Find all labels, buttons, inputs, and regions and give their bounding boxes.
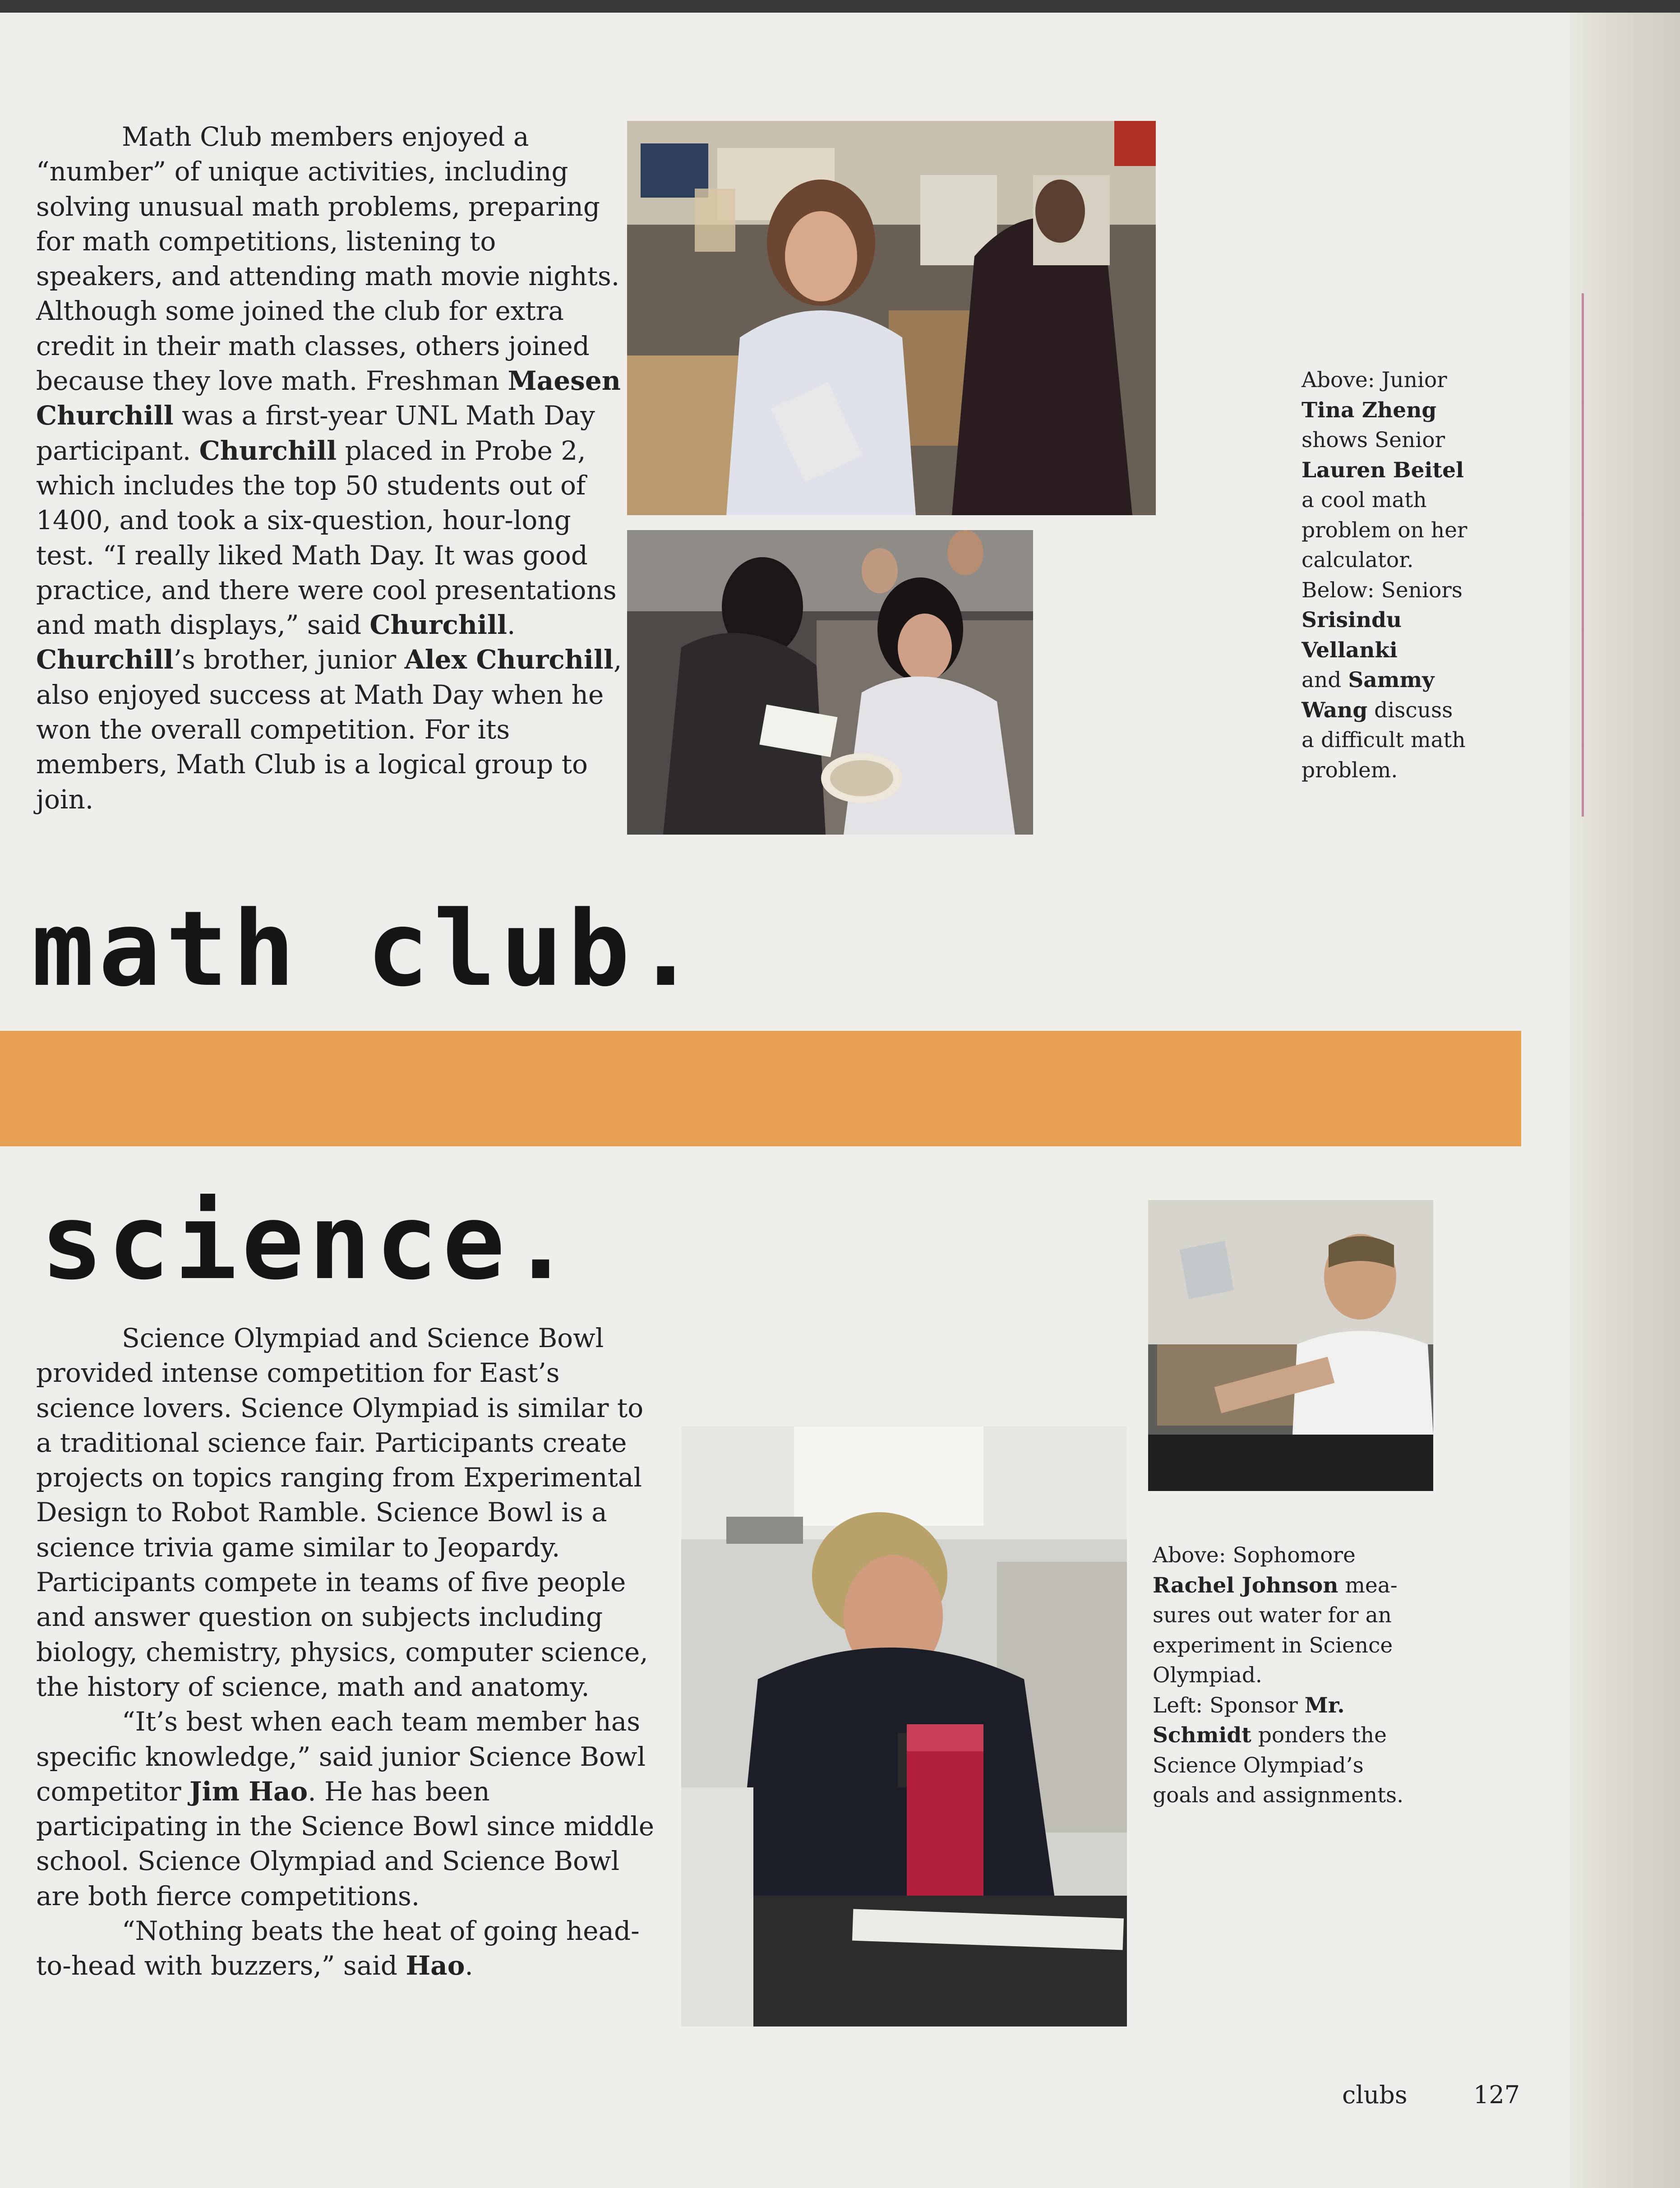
text-run: problem on her <box>1302 517 1468 543</box>
text-run: Above: Sophomore <box>1153 1543 1356 1568</box>
math-photo-calculator <box>627 121 1156 515</box>
math-club-heading: math club. <box>32 889 702 1010</box>
text-run: and <box>1302 668 1348 692</box>
text-run: goals and assignments. <box>1153 1783 1404 1808</box>
bold-name: Tina Zheng <box>1302 397 1437 423</box>
caption-line <box>1302 545 1509 576</box>
bold-name: Hao <box>406 1950 465 1981</box>
page-number: 127 <box>1473 2081 1520 2109</box>
bold-name: Alex Churchill <box>404 644 614 675</box>
text-run: was a first-year UNL Math Day participant. <box>36 400 595 466</box>
bold-name: Vellanki <box>1302 637 1398 663</box>
caption-line <box>1302 665 1509 696</box>
caption-line <box>1302 725 1509 756</box>
math-photo-discussion <box>627 530 1033 835</box>
section-divider-bar <box>0 1031 1521 1146</box>
science-story <box>36 1321 659 1984</box>
text-run: mea- <box>1338 1573 1398 1598</box>
caption-line <box>1153 1751 1450 1781</box>
caption-line <box>1153 1781 1450 1811</box>
text-run: Math Club members enjoyed a “number” of unique activities, including solving unusual math problems, preparing for math competitions, listening to speakers, and attending math movie nights. Although some joined the club for extra credit in their math classes, others joined because they love math. Freshman <box>36 121 620 397</box>
bold-name: Srisindu <box>1302 608 1402 632</box>
science-photo-beaker <box>1148 1200 1433 1491</box>
caption-line <box>1302 636 1509 666</box>
text-run: experiment in Science <box>1153 1633 1393 1658</box>
spine-accent-line <box>1582 293 1584 817</box>
text-run: problem. <box>1302 757 1398 783</box>
text-run: sures out water for an <box>1153 1603 1392 1628</box>
caption-line <box>1153 1721 1450 1751</box>
text-run: . <box>507 609 516 641</box>
bold-name: Churchill <box>369 609 508 641</box>
caption-line <box>1153 1631 1450 1661</box>
caption-line <box>1302 365 1509 396</box>
footer-section-label: clubs <box>1342 2081 1408 2109</box>
paragraph <box>36 1321 659 1704</box>
paragraph <box>36 1914 659 1984</box>
caption-line <box>1302 425 1509 456</box>
text-run: “It’s best when each team member has specific knowledge,” said junior Science Bowl competitor <box>36 1706 646 1807</box>
math-photo-caption <box>1302 365 1509 785</box>
bold-name: Churchill <box>36 644 174 675</box>
caption-line <box>1302 396 1509 426</box>
caption-line <box>1153 1661 1450 1691</box>
paragraph <box>36 1704 659 1914</box>
bold-name: Jim Hao <box>189 1776 308 1807</box>
text-run: Above: Junior <box>1302 368 1447 392</box>
caption-line <box>1302 576 1509 606</box>
text-run: Science Olympiad’s <box>1153 1753 1364 1778</box>
bold-name: Churchill <box>199 435 337 466</box>
caption-line <box>1153 1691 1450 1721</box>
caption-line <box>1153 1541 1450 1571</box>
science-photo-teacher <box>681 1426 1127 2026</box>
science-paragraphs <box>36 1321 659 1984</box>
text-run: shows Senior <box>1302 428 1445 452</box>
bold-name: Sammy <box>1348 668 1435 692</box>
caption-line <box>1302 485 1509 516</box>
caption-line <box>1153 1571 1450 1601</box>
page-spine-edge <box>1570 13 1680 2188</box>
text-run: ponders the <box>1251 1723 1387 1748</box>
text-run: . He has been participating in the Science Bowl since middle school. Science Olympiad and Science Bowl are both fierce competitions. <box>36 1776 655 1911</box>
caption-line <box>1302 605 1509 636</box>
caption-line <box>1302 516 1509 546</box>
text-run: a cool math <box>1302 488 1427 512</box>
bold-name: Lauren Beitel <box>1302 457 1464 483</box>
text-run: Science Olympiad and Science Bowl provided intense competition for East’s science lovers. Science Olympiad is similar to a traditional science fair. Participants create projects on topics ranging from Experimental Design to Robot Ramble. Science Bowl is a science trivia game similar to Jeopardy. Participants compete in teams of five people and answer question on subjects including biology, chemistry, physics, computer science, the history of science, math and anatomy. <box>36 1323 648 1702</box>
text-run: Left: Sponsor <box>1153 1693 1305 1718</box>
text-run: a difficult math <box>1302 728 1466 752</box>
text-run: ’s brother, junior <box>173 644 405 675</box>
math-caption-lines <box>1302 365 1509 785</box>
math-club-story <box>36 120 623 817</box>
text-run: discuss <box>1367 697 1453 723</box>
caption-line <box>1302 456 1509 486</box>
text-run: Olympiad. <box>1153 1663 1262 1688</box>
bold-name: Mr. <box>1304 1693 1345 1718</box>
text-run: , also enjoyed success at Math Day when he won the overall competition. For its members, Math Club is a logical group to join. <box>36 644 622 815</box>
text-run: “Nothing beats the heat of going head-to-head with buzzers,” said <box>36 1916 640 1981</box>
caption-line <box>1153 1601 1450 1631</box>
caption-line <box>1302 696 1509 726</box>
science-caption-lines <box>1153 1541 1450 1811</box>
bold-name: Maesen Churchill <box>36 365 621 431</box>
text-run: placed in Probe 2, which includes the top 50 students out of 1400, and took a six-question, hour-long test. “I really liked Math Day. It was good practice, and there were cool presentations and math displays,” said <box>36 435 617 641</box>
text-run: . <box>465 1950 473 1981</box>
caption-line <box>1302 756 1509 786</box>
math-club-paragraph <box>36 120 623 817</box>
bold-name: Schmidt <box>1153 1723 1251 1748</box>
text-run: Below: Seniors <box>1302 577 1463 603</box>
bold-name: Wang <box>1302 697 1368 723</box>
text-run: calculator. <box>1302 548 1414 572</box>
science-heading: science. <box>41 1182 577 1303</box>
science-photo-caption <box>1153 1541 1450 1811</box>
bold-name: Rachel Johnson <box>1153 1573 1338 1598</box>
